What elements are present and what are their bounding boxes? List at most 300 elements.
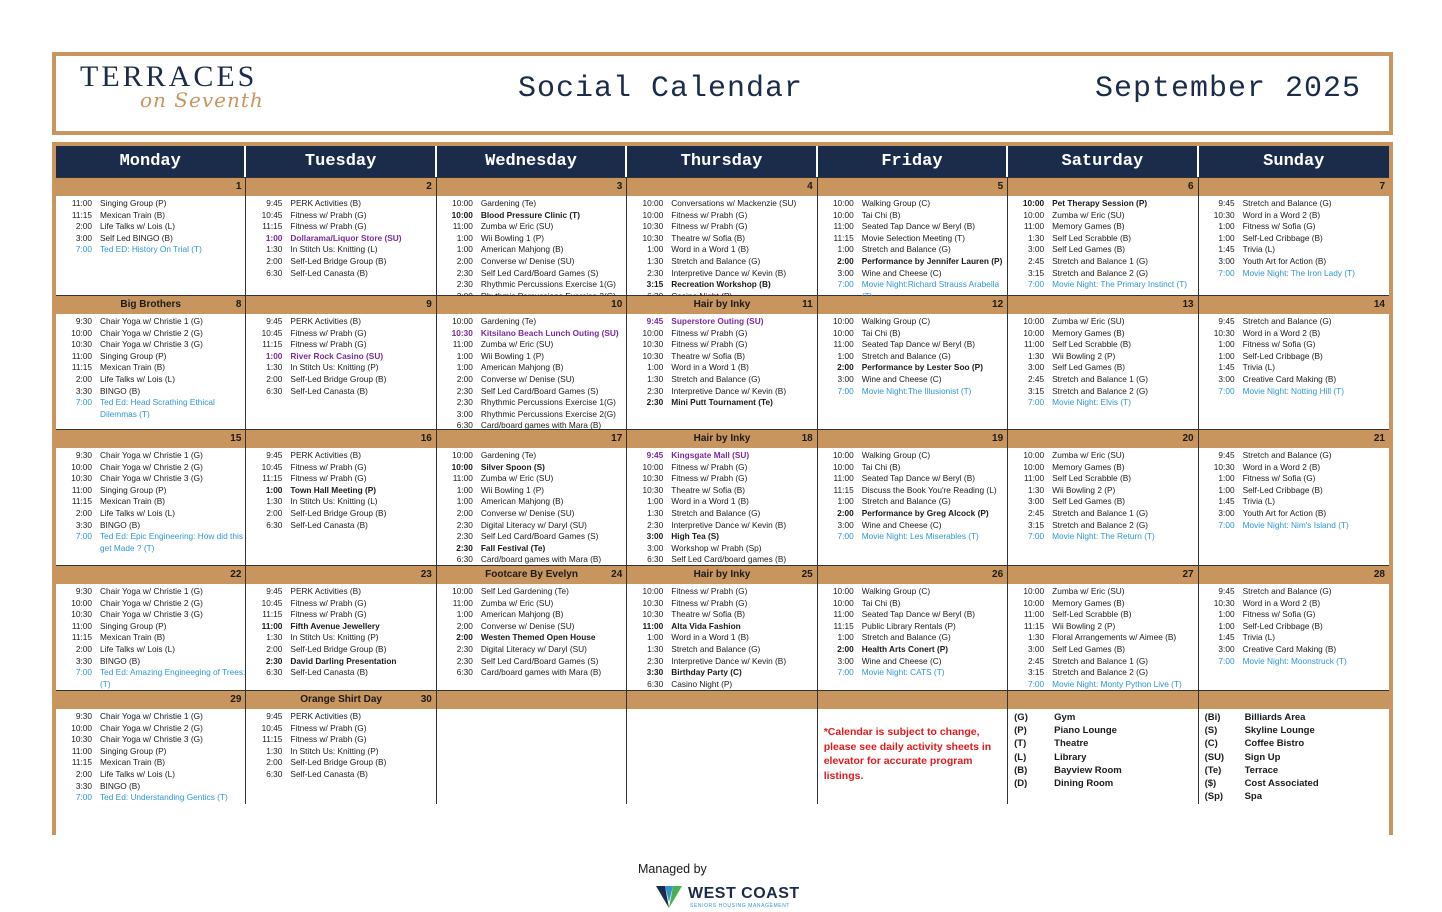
event-time: 10:00 <box>642 198 664 208</box>
event-name: Gardening (Te) <box>480 198 537 208</box>
event-name: Stretch and Balance (G) <box>861 632 951 643</box>
event-name: Self Led Scrabble (B) <box>1052 232 1132 243</box>
event-time: 7:00 <box>75 531 92 542</box>
event-name: Life Talks w/ Lois (L) <box>100 221 176 232</box>
event-time: 3:15 <box>1027 667 1045 678</box>
event-time: 3:15 <box>1027 385 1045 396</box>
event-time: 1:00 <box>265 484 283 495</box>
day-bar <box>437 178 626 196</box>
day-cell-23 <box>246 566 436 690</box>
legend-name: Gym <box>1054 712 1076 723</box>
event-name: Movie Night: Elvis (T) <box>1052 397 1131 408</box>
event-time: 10:00 <box>452 586 473 596</box>
event-name: Chair Yoga w/ Christie 3 (G) <box>100 473 203 484</box>
event-time: 2:00 <box>837 507 854 518</box>
event-name: Self-Led Cribbage (B) <box>1242 350 1323 361</box>
event-name: Movie Night: Moonstruck (T) <box>1242 655 1347 666</box>
event-item <box>1199 268 1389 280</box>
event-item <box>818 520 1007 532</box>
event-item <box>627 339 816 351</box>
legend-item <box>1014 777 1197 790</box>
legend-code: (Sp) <box>1204 791 1224 803</box>
event-name: Singing Group (P) <box>100 745 167 756</box>
event-time: 7:00 <box>75 244 92 255</box>
legend-code: (L) <box>1014 751 1027 763</box>
event-time: 1:00 <box>837 244 854 255</box>
event-time: 3:00 <box>1218 643 1235 654</box>
event-time: 6:30 <box>266 768 283 779</box>
event-time: 3:30 <box>75 780 92 791</box>
event-name: American Mahjong (B) <box>480 362 564 373</box>
event-name: Life Talks w/ Lois (L) <box>100 643 176 654</box>
event-item <box>818 586 1007 598</box>
event-name: Mexican Train (B) <box>100 496 166 507</box>
event-item <box>1008 221 1197 233</box>
event-time: 10:00 <box>832 209 854 220</box>
event-item <box>246 644 435 656</box>
managed-by-text: Managed by <box>638 862 707 876</box>
event-name: Ted Ed: Epic Engineering: How did this get Made ? (T) <box>100 531 243 553</box>
legend-item <box>1014 764 1197 777</box>
event-time: 7:00 <box>1218 385 1235 396</box>
day-number: 19 <box>992 433 1004 444</box>
event-name: Wine and Cheese (C) <box>861 267 942 278</box>
day-bar <box>437 691 626 709</box>
event-time: 9:45 <box>646 450 664 460</box>
event-time: 9:45 <box>266 711 283 721</box>
legend-name: Spa <box>1244 791 1262 803</box>
event-name: Self Led Scrabble (B) <box>1052 339 1132 350</box>
event-item <box>437 554 626 566</box>
day-bar <box>818 430 1007 448</box>
legend-code: (B) <box>1014 764 1028 776</box>
event-item <box>627 473 816 485</box>
legend-name: Piano Lounge <box>1054 725 1117 737</box>
event-item <box>246 351 435 363</box>
event-time: 2:00 <box>837 362 854 373</box>
event-item <box>246 268 435 280</box>
legend-item <box>1014 737 1197 750</box>
event-name: Stretch and Balance (G) <box>1242 586 1332 596</box>
event-time: 11:15 <box>71 632 92 643</box>
event-item <box>437 543 626 555</box>
event-name: Wii Bowling 1 (P) <box>480 350 545 361</box>
day-special-label: Hair by Inky <box>693 433 751 444</box>
event-item <box>56 520 245 532</box>
event-name: Singing Group (P) <box>100 198 167 208</box>
legend-code: (S) <box>1204 725 1218 737</box>
event-item <box>1008 656 1197 668</box>
event-time: 10:00 <box>1023 327 1045 338</box>
event-name: Interpretive Dance w/ Kevin (B) <box>671 385 787 396</box>
event-name: BINGO (B) <box>100 655 141 666</box>
event-name: Stretch and Balance 1 (G) <box>1052 655 1149 666</box>
event-item <box>1199 210 1389 222</box>
west-coast-mark-icon <box>656 886 682 908</box>
week-row-2 <box>56 295 1389 429</box>
event-time: 2:00 <box>75 507 92 518</box>
event-list <box>56 709 245 804</box>
event-name: Self-Led Bridge Group (B) <box>290 373 387 384</box>
event-time: 10:00 <box>832 198 854 208</box>
event-item <box>56 485 245 497</box>
event-time: 2:30 <box>456 519 473 530</box>
event-list <box>246 196 435 279</box>
event-time: 10:00 <box>832 597 854 608</box>
event-name: Kingsgate Mall (SU) <box>671 450 750 460</box>
event-name: Self Led Games (B) <box>1052 244 1125 255</box>
event-time: 9:30 <box>75 711 92 721</box>
event-item <box>1199 221 1389 233</box>
event-item <box>437 485 626 497</box>
event-name: Tai Chi (B) <box>861 461 901 472</box>
event-name: Self-Led Cribbage (B) <box>1242 484 1323 495</box>
event-name: Chair Yoga w/ Christie 1 (G) <box>100 316 203 326</box>
event-name: Youth Art for Action (B) <box>1242 507 1327 518</box>
event-time: 1:30 <box>647 643 664 654</box>
event-name: PERK Activities (B) <box>290 316 361 326</box>
event-name: Floral Arrangements w/ Aimee (B) <box>1052 632 1177 643</box>
event-time: 10:30 <box>642 339 664 350</box>
event-time: 10:45 <box>261 597 283 608</box>
event-name: Fitness w/ Prabh (G) <box>290 461 367 472</box>
event-name: Alta Vida Fashion <box>671 620 741 631</box>
event-item <box>1008 621 1197 633</box>
event-name: In Stitch Us: Knitting (P) <box>290 632 379 643</box>
event-item <box>627 351 816 363</box>
event-time: 2:45 <box>1027 373 1045 384</box>
legend-item <box>1205 711 1389 724</box>
day-number: 8 <box>235 299 242 310</box>
day-bar <box>56 566 245 584</box>
day-bar <box>818 691 1007 709</box>
event-name: Wii Bowling 2 (P) <box>1052 484 1116 495</box>
event-item <box>246 520 435 532</box>
event-name: Stretch and Balance 1 (G) <box>1052 255 1149 266</box>
event-time: 2:30 <box>456 385 473 396</box>
event-item <box>246 769 435 781</box>
day-bar <box>1008 296 1197 314</box>
legend-item <box>1205 777 1389 790</box>
event-item <box>1008 244 1197 256</box>
event-name: Fitness w/ Prabh (G) <box>290 209 367 220</box>
event-item <box>627 221 816 233</box>
event-time: 11:15 <box>262 339 283 350</box>
event-name: Theatre w/ Sofia (B) <box>671 609 746 620</box>
event-time: 3:00 <box>646 531 664 542</box>
event-list <box>56 314 245 420</box>
event-item <box>246 256 435 268</box>
event-item <box>1199 328 1389 340</box>
day-bar <box>627 566 816 584</box>
event-name: Fitness w/ Prabh (G) <box>671 586 748 596</box>
event-time: 7:00 <box>1027 678 1045 689</box>
event-item <box>1008 198 1197 210</box>
event-time: 10:45 <box>261 722 283 733</box>
event-name: Stretch and Balance (G) <box>861 244 951 255</box>
weekday-monday: Monday <box>56 146 246 177</box>
legend-code: (C) <box>1204 738 1218 750</box>
event-list <box>437 448 626 566</box>
event-name: Converse w/ Denise (SU) <box>480 373 575 384</box>
event-list <box>1199 584 1389 667</box>
event-item <box>1008 632 1197 644</box>
event-item <box>1008 210 1197 222</box>
event-time: 9:45 <box>1218 450 1235 460</box>
calendar-header <box>52 52 1393 135</box>
event-item <box>246 757 435 769</box>
event-time: 11:15 <box>262 473 283 484</box>
event-time: 10:00 <box>1023 597 1045 608</box>
event-item <box>56 711 245 723</box>
event-item <box>246 711 435 723</box>
event-list <box>627 196 816 302</box>
day-cell-30 <box>246 691 436 804</box>
event-list <box>56 448 245 554</box>
event-name: Fitness w/ Prabh (G) <box>290 734 367 745</box>
event-time: 3:15 <box>646 279 664 290</box>
event-item <box>627 520 816 532</box>
event-name: David Darling Presentation <box>290 655 397 666</box>
event-time: 1:45 <box>1218 632 1235 643</box>
event-time: 2:00 <box>75 768 92 779</box>
event-name: Self-Led Bridge Group (B) <box>290 757 387 768</box>
event-item <box>1199 644 1389 656</box>
day-cell-13 <box>1008 296 1198 432</box>
event-time: 2:30 <box>456 542 473 553</box>
event-item <box>246 473 435 485</box>
event-name: Stretch and Balance (G) <box>861 496 951 507</box>
event-time: 1:00 <box>456 362 473 373</box>
event-time: 1:00 <box>456 244 473 255</box>
day-cell-25 <box>627 566 817 690</box>
event-name: Stretch and Balance 2 (G) <box>1052 385 1149 396</box>
event-item <box>1199 496 1389 508</box>
legend-code: (Bi) <box>1204 712 1221 723</box>
event-item <box>627 244 816 256</box>
event-name: Youth Art for Action (B) <box>1242 255 1327 266</box>
event-item <box>437 397 626 409</box>
event-time: 10:00 <box>71 327 92 338</box>
event-item <box>1008 508 1197 520</box>
event-name: Zumba w/ Eric (SU) <box>480 597 554 608</box>
event-time: 6:30 <box>456 554 473 565</box>
day-bar <box>1008 430 1197 448</box>
event-item <box>56 210 245 222</box>
event-list <box>56 196 245 256</box>
event-item <box>56 351 245 363</box>
calendar-grid <box>52 142 1393 835</box>
event-name: Stretch and Balance (G) <box>1242 450 1332 460</box>
event-item <box>1199 462 1389 474</box>
event-name: Town Hall Meeting (P) <box>290 484 376 495</box>
event-time: 10:00 <box>71 722 92 733</box>
day-cell-5 <box>818 178 1008 314</box>
event-item <box>56 531 245 554</box>
event-time: 6:30 <box>647 678 664 689</box>
event-time: 7:00 <box>837 667 854 678</box>
event-item <box>437 656 626 668</box>
day-special-label: Footcare By Evelyn <box>485 569 578 580</box>
event-time: 1:00 <box>647 244 664 255</box>
event-item <box>1008 644 1197 656</box>
event-item <box>818 386 1007 398</box>
event-time: 7:00 <box>75 792 92 803</box>
day-cell-3 <box>437 178 627 314</box>
event-item <box>1008 450 1197 462</box>
event-time: 11:00 <box>833 609 854 620</box>
event-name: Self Led BINGO (B) <box>100 232 173 243</box>
event-name: Blood Pressure Clinic (T) <box>480 209 580 220</box>
event-item <box>56 221 245 233</box>
event-item <box>1199 233 1389 245</box>
day-cell-10 <box>437 296 627 432</box>
event-name: Trivia (L) <box>1242 244 1275 255</box>
event-time: 1:00 <box>837 496 854 507</box>
legend-name: Coffee Bistro <box>1244 738 1305 750</box>
event-item <box>1008 339 1197 351</box>
event-item <box>818 632 1007 644</box>
day-bar <box>437 430 626 448</box>
event-time: 3:00 <box>837 655 854 666</box>
event-item <box>56 316 245 328</box>
event-item <box>1008 397 1197 409</box>
event-name: Interpretive Dance w/ Kevin (B) <box>671 655 787 666</box>
event-item <box>56 757 245 769</box>
event-list <box>627 314 816 409</box>
event-time: 7:00 <box>1218 519 1235 530</box>
event-name: Card/board games with Mara (B) <box>480 667 602 678</box>
event-item <box>437 362 626 374</box>
event-name: Memory Games (B) <box>1052 221 1125 232</box>
event-name: Fitness w/ Prabh (G) <box>671 327 748 338</box>
event-list <box>1199 314 1389 397</box>
event-time: 1:00 <box>456 232 473 243</box>
event-item <box>437 244 626 256</box>
event-time: 11:00 <box>261 620 283 631</box>
event-item <box>246 485 435 497</box>
empty-cell <box>437 691 627 804</box>
event-name: PERK Activities (B) <box>290 198 361 208</box>
event-name: Walking Group (C) <box>861 450 931 460</box>
event-time: 10:00 <box>832 586 854 596</box>
event-item <box>627 679 816 691</box>
event-time: 11:15 <box>1023 620 1045 631</box>
event-name: Performance by Jennifer Lauren (P) <box>861 255 1003 266</box>
day-cell-14 <box>1199 296 1389 432</box>
event-name: Zumba w/ Eric (SU) <box>1052 316 1125 326</box>
event-item <box>56 508 245 520</box>
event-name: Stretch and Balance (G) <box>671 643 761 654</box>
event-time: 7:00 <box>1027 531 1045 542</box>
legend-cell-2 <box>1199 691 1389 804</box>
event-time: 2:00 <box>266 757 283 768</box>
day-cell-27 <box>1008 566 1198 690</box>
event-time: 10:00 <box>1023 450 1045 460</box>
day-bar <box>627 430 816 448</box>
event-item <box>627 316 816 328</box>
weekday-tuesday: Tuesday <box>246 146 436 177</box>
event-name: Self Led Card/Board Games (S) <box>480 655 599 666</box>
event-time: 2:00 <box>75 373 92 384</box>
event-item <box>818 496 1007 508</box>
event-item <box>437 221 626 233</box>
event-name: Dollarama/Liquor Store (SU) <box>290 232 402 243</box>
event-item <box>818 328 1007 340</box>
event-time: 1:30 <box>266 745 283 756</box>
week-row-5 <box>56 690 1389 802</box>
event-time: 10:00 <box>1023 461 1045 472</box>
event-item <box>246 374 435 386</box>
event-time: 11:00 <box>452 221 473 232</box>
event-item <box>1199 351 1389 363</box>
location-legend-2 <box>1199 709 1389 803</box>
event-item <box>627 386 816 398</box>
event-name: Stretch and Balance 2 (G) <box>1052 667 1149 678</box>
event-name: Theatre w/ Sofia (B) <box>671 484 746 495</box>
day-number: 22 <box>230 569 242 580</box>
event-item <box>437 609 626 621</box>
event-name: Trivia (L) <box>1242 632 1275 643</box>
event-name: Singing Group (P) <box>100 620 167 631</box>
event-item <box>818 256 1007 268</box>
event-name: Word in a Word 2 (B) <box>1242 597 1321 608</box>
event-time: 10:00 <box>451 461 473 472</box>
day-cell-1 <box>56 178 246 314</box>
week-row-4 <box>56 565 1389 690</box>
day-bar <box>246 691 435 709</box>
event-time: 1:30 <box>647 507 664 518</box>
event-name: Fitness w/ Prabh (G) <box>290 327 367 338</box>
event-name: Theatre w/ Sofia (B) <box>671 350 746 361</box>
event-time: 2:30 <box>647 519 664 530</box>
event-name: Stretch and Balance (G) <box>1242 316 1332 326</box>
event-item <box>818 362 1007 374</box>
event-name: High Tea (S) <box>671 531 720 542</box>
event-time: 2:30 <box>456 531 473 542</box>
weekday-header-row <box>56 146 1389 177</box>
day-bar <box>1008 691 1197 709</box>
event-time: 11:00 <box>452 473 473 484</box>
event-item <box>627 632 816 644</box>
event-name: Zumba w/ Eric (SU) <box>1052 209 1125 220</box>
event-item <box>56 632 245 644</box>
event-name: Mini Putt Tournament (Te) <box>671 397 773 408</box>
event-item <box>627 485 816 497</box>
event-item <box>246 746 435 758</box>
event-list <box>627 448 816 566</box>
event-item <box>627 621 816 633</box>
event-name: Chair Yoga w/ Christie 2 (G) <box>100 327 203 338</box>
event-item <box>56 450 245 462</box>
event-time: 10:00 <box>642 586 664 596</box>
event-name: American Mahjong (B) <box>480 609 564 620</box>
event-name: BINGO (B) <box>100 780 141 791</box>
event-item <box>437 233 626 245</box>
day-number: 6 <box>1188 181 1194 192</box>
west-coast-subtitle: SENIORS HOUSING MANAGEMENT <box>690 903 791 909</box>
event-name: Fitness w/ Prabh (G) <box>671 473 748 484</box>
event-time: 1:00 <box>456 496 473 507</box>
event-name: Movie Night: The Primary Instinct (T) <box>1052 279 1188 290</box>
event-item <box>437 316 626 328</box>
event-item <box>818 485 1007 497</box>
event-time: 10:30 <box>71 473 92 484</box>
event-name: Chair Yoga w/ Christie 2 (G) <box>100 461 203 472</box>
event-item <box>437 462 626 474</box>
event-name: Stretch and Balance 2 (G) <box>1052 267 1149 278</box>
event-item <box>818 621 1007 633</box>
